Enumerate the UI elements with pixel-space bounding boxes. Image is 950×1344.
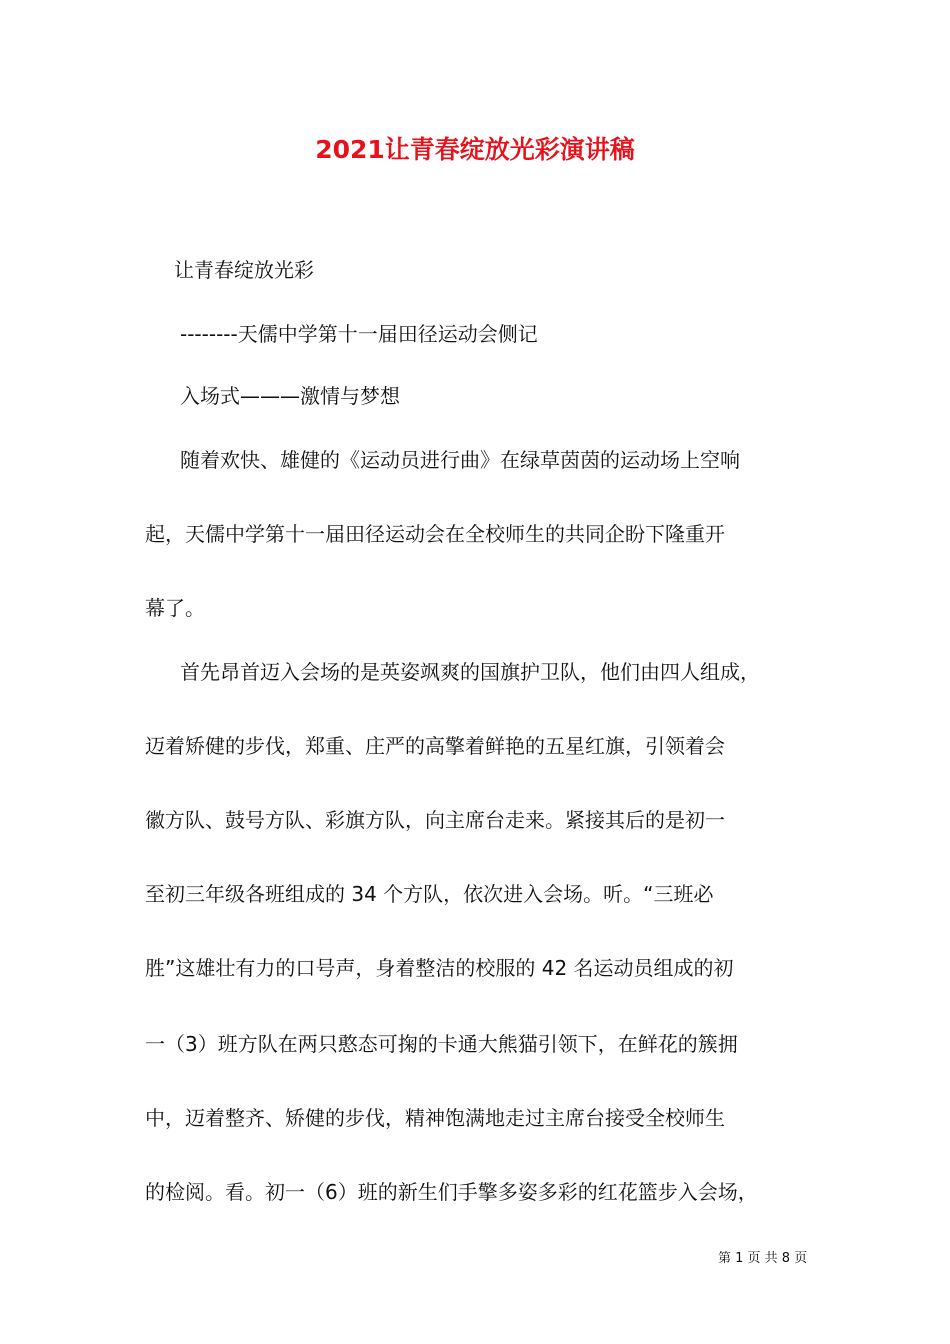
paragraph-line: 一（3）班方队在两只憨态可掬的卡通大熊猫引领下，在鲜花的簇拥 <box>145 1032 738 1056</box>
paragraph-line: 起，天儒中学第十一届田径运动会在全校师生的共同企盼下隆重开 <box>145 522 725 546</box>
section-heading: 入场式———激情与梦想 <box>180 384 400 408</box>
paragraph-line: 首先昂首迈入会场的是英姿飒爽的国旗护卫队，他们由四人组成， <box>180 660 760 684</box>
paragraph-line: 迈着矫健的步伐，郑重、庄严的高擎着鲜艳的五星红旗，引领着会 <box>145 734 725 758</box>
document-byline: --------天儒中学第十一届田径运动会侧记 <box>180 322 538 346</box>
paragraph-line: 徽方队、鼓号方队、彩旗方队，向主席台走来。紧接其后的是初一 <box>145 808 725 832</box>
paragraph-line: 至初三年级各班组成的 34 个方队，依次进入会场。听。“三班必 <box>145 882 714 906</box>
paragraph-line: 中，迈着整齐、矫健的步伐，精神饱满地走过主席台接受全校师生 <box>145 1106 725 1130</box>
paragraph-line: 幕了。 <box>145 596 205 620</box>
paragraph-line: 随着欢快、雄健的《运动员进行曲》在绿草茵茵的运动场上空响 <box>180 448 740 472</box>
paragraph-line: 的检阅。看。初一（6）班的新生们手擎多姿多彩的红花篮步入会场， <box>145 1180 758 1204</box>
document-title: 2021让青春绽放光彩演讲稿 <box>315 135 635 164</box>
page-indicator: 第 1 页 共 8 页 <box>718 1251 808 1266</box>
document-subtitle: 让青春绽放光彩 <box>174 258 314 282</box>
paragraph-line: 胜”这雄壮有力的口号声，身着整洁的校服的 42 名运动员组成的初 <box>145 956 734 980</box>
